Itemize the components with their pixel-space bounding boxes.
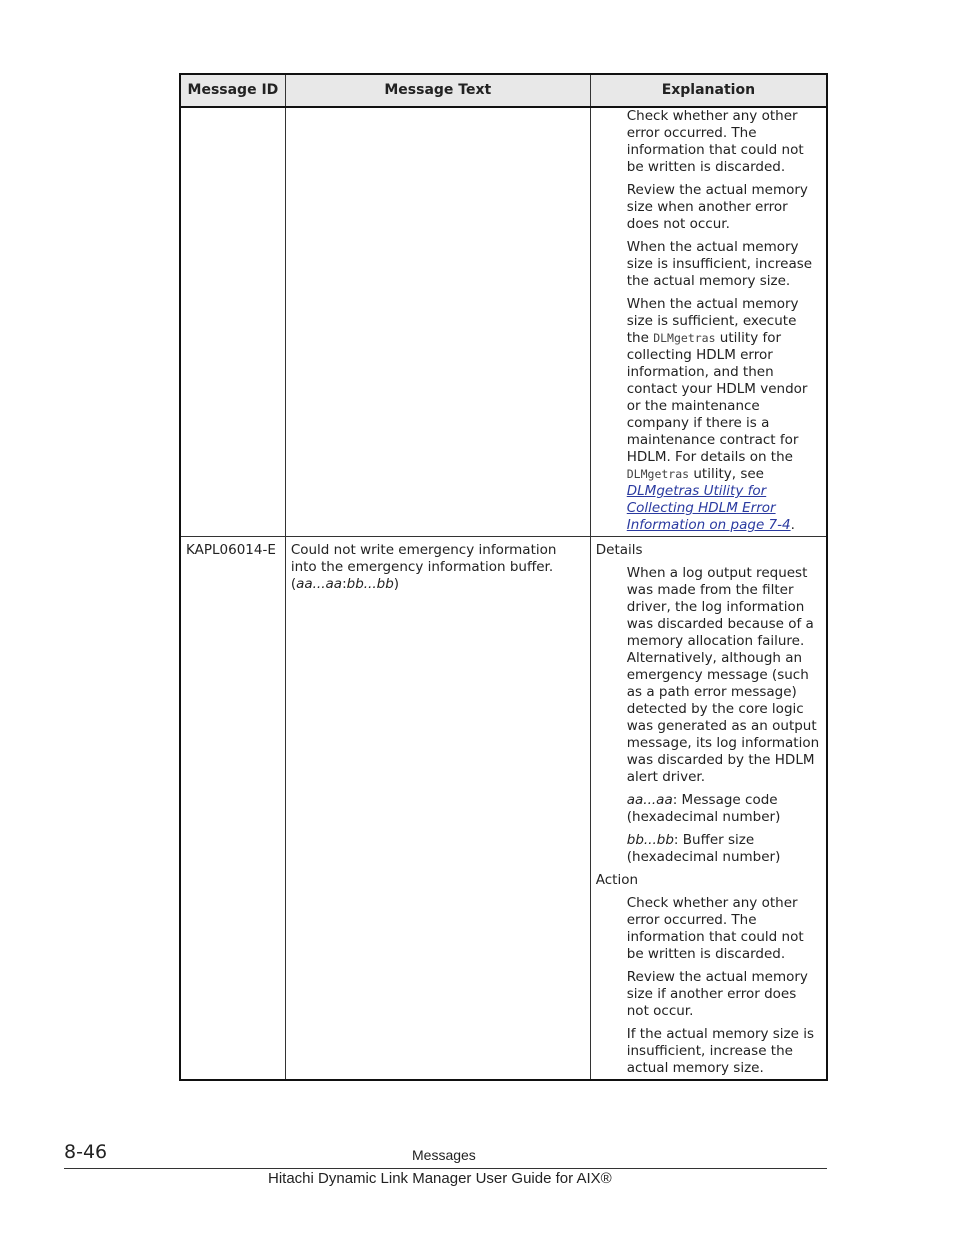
- explanation-cell: [590, 107, 827, 537]
- dlmgetras-code: DLMgetras: [626, 467, 690, 481]
- message-params: (aa...aa:bb...bb): [290, 576, 400, 592]
- message-id-cell: [180, 537, 285, 1081]
- explanation-paragraph: Review the actual memory size when another error does not occur.: [626, 182, 808, 232]
- table-row: [180, 537, 827, 1081]
- message-text-cell: [285, 107, 590, 537]
- message-table: [179, 73, 828, 1081]
- explanation-paragraph: Check whether any other error occurred. The information that could not be written is discarded.: [626, 108, 804, 175]
- header-message-text: Message Text: [285, 74, 590, 107]
- footer-section-title: Messages: [412, 1147, 476, 1163]
- message-id: KAPL06014-E: [186, 542, 276, 558]
- text-fragment: utility, see: [689, 466, 764, 482]
- details-label: Details: [595, 542, 643, 558]
- action-paragraph: Check whether any other error occurred. The information that could not be written is discarded.: [626, 895, 804, 962]
- param-b-description: bb...bb: Buffer size (hexadecimal number): [626, 832, 781, 865]
- action-paragraph: If the actual memory size is insufficient, increase the actual memory size.: [626, 1026, 815, 1076]
- explanation-paragraph: [627, 296, 821, 534]
- text-fragment: When the actual memory size is sufficient, execute the: [626, 296, 799, 346]
- action-paragraph: Review the actual memory size if another error does not occur.: [626, 969, 808, 1019]
- footer-book-title: Hitachi Dynamic Link Manager User Guide for AIX®: [268, 1170, 612, 1187]
- message-id-cell: [180, 107, 285, 537]
- table-header-row: [180, 74, 827, 107]
- page-number: 8-46: [64, 1141, 108, 1163]
- text-fragment: utility for collecting HDLM error information, and then contact your HDLM vendor or the maintenance company if there is a maintenance contract for HDLM. For details on the: [626, 330, 808, 465]
- table-row: [180, 107, 827, 537]
- action-label: Action: [595, 872, 639, 888]
- param-bb: bb...bb: [346, 576, 394, 592]
- param-aa: aa...aa: [296, 576, 343, 592]
- dlmgetras-code: DLMgetras: [653, 331, 716, 345]
- header-explanation: Explanation: [590, 74, 827, 107]
- message-text-cell: [285, 537, 590, 1081]
- message-text: Could not write emergency information into the emergency information buffer.: [290, 542, 557, 575]
- details-paragraph: When a log output request was made from the filter driver, the log information was discarded because of a memory allocation failure. Alternatively, although an emergency message (such as a path error message) detected by the core logic was generated as an output message, its log information was discarded by the HDLM alert driver.: [626, 565, 820, 785]
- param-a-description: aa...aa: Message code (hexadecimal number): [626, 792, 781, 825]
- header-message-id: Message ID: [180, 74, 285, 107]
- explanation-cell: [590, 537, 827, 1081]
- footer-divider: [64, 1168, 827, 1169]
- dlmgetras-utility-link[interactable]: DLMgetras Utility for Collecting HDLM Error Information on page 7-4: [626, 483, 791, 533]
- text-fragment: .: [790, 517, 795, 533]
- explanation-paragraph: When the actual memory size is insufficient, increase the actual memory size.: [626, 239, 813, 289]
